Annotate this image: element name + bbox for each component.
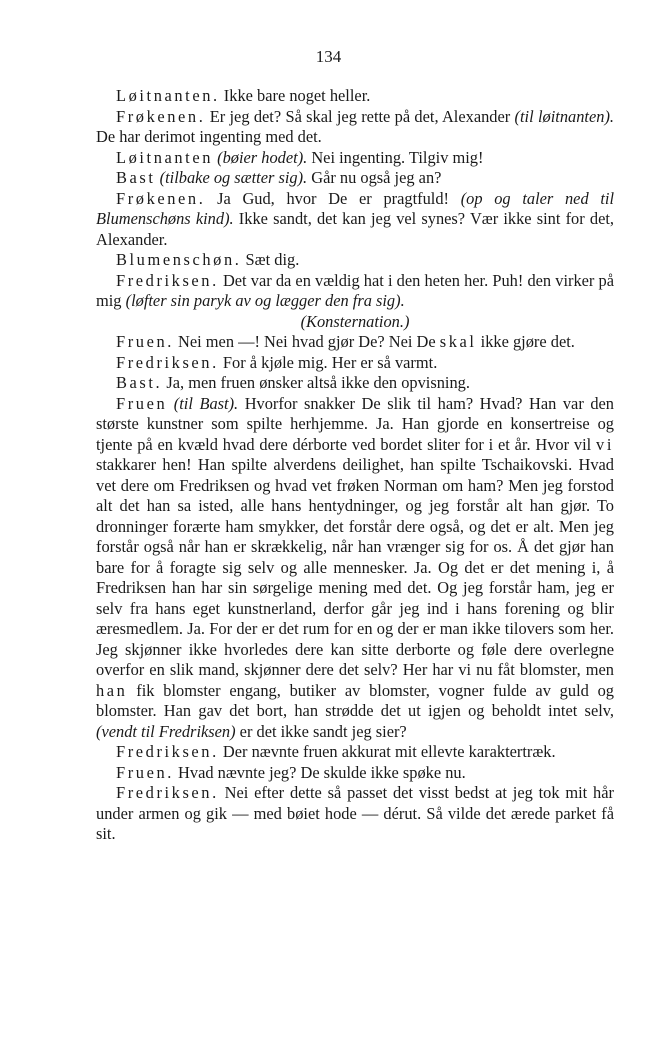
speaker-name: Fruen <box>116 393 168 413</box>
speaker-name: Fruen. <box>116 762 174 782</box>
dialogue-text: Ikke sandt, det kan jeg vel synes? Vær ikke sint for det, Alexander. <box>96 209 614 249</box>
page-number: 134 <box>315 47 342 66</box>
dialogue-text: Hvorfor snakker De slik til ham? Hvad? Han var den største kunstner som spilte herhjemme. Ja. Han gjorde en konsertreise og tjente på en kvæld hvad dere dérborte ved bordet sliter for i et år. Hvor vil <box>96 393 614 454</box>
speaker-name: Blumenschøn. <box>116 250 242 269</box>
dialogue-text: stakkarer hen! Han spilte alverdens deilighet, han spilte Tschaikovski. Hvad vet dere om Fredriksen og hvad vet frøken Norman om ham? Men jeg forstod alt det han sa isted, alle hans hentydninger, og jeg forstår alt han gjør. To dronninger forærte ham smykker, det forstår dere også, og det er alt. Men jeg forstår også når han er skrækkelig, når han vrænger sig for os. Å det gjør han bare for å foragte sig selv og alle mennesker. Ja. Og det er det mening i, å Fredriksen han har sin sørgelige mening med det. Og jeg forstår ham, jeg er selv fra hans eget kunstnerland, derfor går jeg ind i hans forening og blir æresmedlem. Ja. For der er det rum for en og der er man ikke tilovers som her. Jeg skjønner ikke hvorledes dere kan sitte derborte og føle dere overlegne overfor en slik mand, skjønner dere det selv? Her har vi nu fåt blomster, men <box>96 455 614 679</box>
stage-direction-text: (til Bast). <box>173 393 239 413</box>
dialogue-text: Ja Gud, hvor De er pragtfuld! <box>205 188 461 208</box>
dialogue-paragraph <box>96 373 614 394</box>
dialogue-text: Ja, men fruen ønsker altså ikke den opvisning. <box>162 373 470 392</box>
dialogue-paragraph <box>96 783 614 845</box>
speaker-name: han <box>96 680 128 700</box>
dialogue-paragraph <box>96 271 614 312</box>
speaker-name: Frøkenen. <box>116 106 206 126</box>
dialogue-paragraph <box>96 394 614 743</box>
speaker-name: Fredriksen. <box>116 783 219 802</box>
stage-direction-text: (bøier hodet). <box>217 147 308 167</box>
dialogue-paragraph <box>96 250 614 271</box>
dialogue-text: Der nævnte fruen akkurat mit ellevte karaktertræk. <box>218 742 556 761</box>
dialogue-paragraph <box>96 332 614 353</box>
stage-direction <box>96 312 614 333</box>
stage-direction-text: (til løitnanten). <box>514 106 615 126</box>
dialogue-text: er det ikke sandt jeg sier? <box>235 721 407 741</box>
dialogue-text: Ikke bare noget heller. <box>219 86 371 105</box>
speaker-name: Frøkenen. <box>116 188 206 208</box>
dialogue-paragraph <box>96 763 614 784</box>
speaker-name: Fredriksen. <box>116 270 219 290</box>
dialogue-paragraph <box>96 189 614 251</box>
dialogue-text: Nei ingenting. Tilgiv mig! <box>307 147 484 167</box>
speaker-name: skal <box>439 332 477 351</box>
dialogue-text: ikke gjøre det. <box>476 332 575 351</box>
speaker-name: Løitnanten <box>116 147 214 167</box>
dialogue-paragraph <box>96 168 614 189</box>
dialogue-text: Nei men —! Nei hvad gjør De? Nei De <box>173 332 440 351</box>
dialogue-text: Nei efter dette så passet det visst bedst at jeg tok mit hår under armen og gik — med bøiet hode — dérut. Så vilde det ærede parket få sit. <box>96 783 614 843</box>
stage-direction-text: (løfter sin paryk av og lægger den fra sig). <box>125 291 405 310</box>
stage-direction-text: (vendt til Fredriksen) <box>96 721 236 741</box>
speaker-name: Bast. <box>116 373 163 392</box>
speaker-name: Bast <box>116 168 156 187</box>
dialogue-paragraph <box>96 353 614 374</box>
stage-direction-text: (Konsternation.) <box>300 311 410 331</box>
speaker-name: Fredriksen. <box>116 742 219 761</box>
speaker-name: vi <box>596 434 614 454</box>
dialogue-text: For å kjøle mig. Her er så varmt. <box>218 352 438 372</box>
stage-direction-text: (tilbake og sætter sig). <box>159 168 308 187</box>
dialogue-paragraph <box>96 742 614 763</box>
dialogue-text: Hvad nævnte jeg? De skulde ikke spøke nu. <box>173 762 466 782</box>
play-text <box>96 86 614 845</box>
dialogue-text: De har derimot ingenting med det. <box>96 127 322 146</box>
dialogue-text: Er jeg det? Så skal jeg rette på det, Alexander <box>205 106 515 126</box>
dialogue-text: fik blomster engang, butiker av blomster, vogner fulde av guld og blomster. Han gav det bort, han strødde det ut igjen og beholdt intet selv, <box>96 680 614 720</box>
speaker-name: Fredriksen. <box>116 352 219 372</box>
dialogue-paragraph <box>96 148 614 169</box>
dialogue-text: Sæt dig. <box>241 250 300 269</box>
speaker-name: Fruen. <box>116 332 174 351</box>
stage-direction-text: (op og taler ned til Blumenschøns kind). <box>96 188 614 228</box>
dialogue-text: Det var da en vældig hat i den heten her. Puh! den virker på mig <box>96 270 614 310</box>
dialogue-paragraph <box>96 86 614 107</box>
dialogue-text: Går nu også jeg an? <box>307 168 442 187</box>
dialogue-paragraph <box>96 107 614 148</box>
speaker-name: Løitnanten. <box>116 86 220 105</box>
